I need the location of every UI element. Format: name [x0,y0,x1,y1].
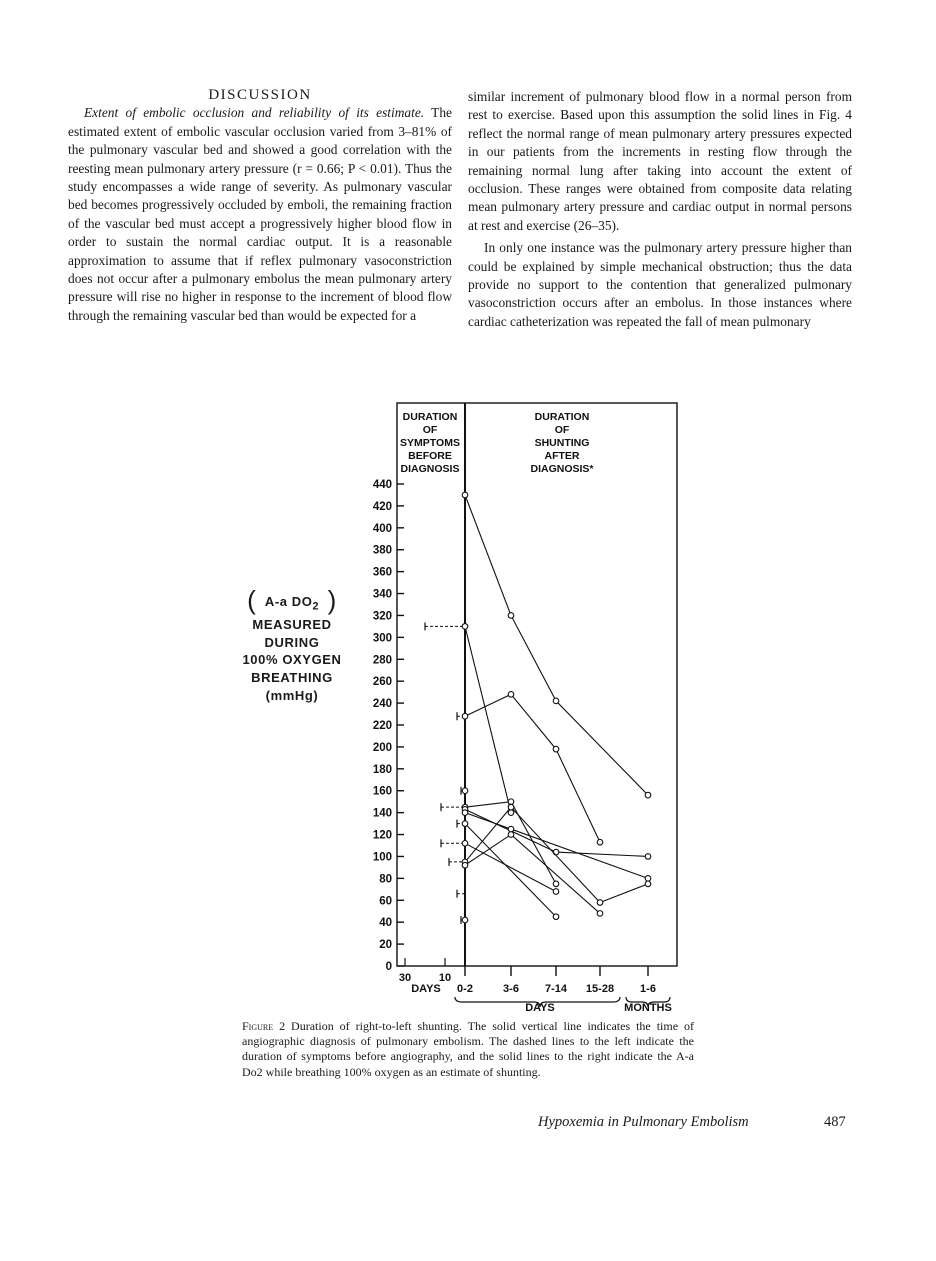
y-tick-label: 380 [372,544,392,557]
y-tick-label: 320 [372,610,392,623]
header-right-line: AFTER [544,450,580,462]
series-line [465,813,648,879]
y-tick-label: 360 [372,566,392,579]
y-axis-label-top: A-a DO [264,594,313,609]
series-line [465,835,600,914]
x-tick-label: 7-14 [544,983,568,995]
y-tick-label: 0 [385,961,392,973]
y-axis-label-subscript: 2 [312,600,320,613]
x-tick-label-left: 30 [398,972,412,984]
column-headers [400,411,594,475]
paragraph-2: In only one instance was the pulmonary artery pressure higher than could be explained by simple mechanical obstruction; thus the data provide no support to the contention that generalized pulmonary vasoconstriction occurs after an embolus. In those instances where cardiac catheterization was repeated the fall of mean pulmonary [468,240,852,329]
y-tick-label: 200 [372,741,392,754]
data-point [462,821,468,827]
data-point [597,839,603,845]
y-axis-label-line-5: (mmHg) [265,687,319,703]
y-tick-label: 300 [372,632,392,645]
data-point [508,810,514,816]
paragraph-1-continued: similar increment of pulmonary blood flow in a normal person from rest to exercise. Based upon this assumption the solid lines in Fig. 4 reflect the normal range of mean pulmonary artery pressures expected in our patients from the increments in resting flow through the remaining normal lung after taking into account the extent of occlusion. These ranges were obtained from composite data relating mean pulmonary artery pressure and cardiac output in normal persons at rest and exercise (26–35). [468,89,852,233]
data-point [462,862,468,868]
data-point [508,613,514,619]
x-label-days: DAYS [525,1002,555,1014]
header-left-line: OF [422,424,438,436]
page-number: 487 [824,1114,846,1130]
data-point [597,911,603,917]
data-point [508,826,514,832]
y-axis-label-line-2: DURING [264,634,320,650]
paragraph-1-body: The estimated extent of embolic vascular occlusion varied from 3–81% of the pulmonary vascular bed and showed a good correlation with the reesting mean pulmonary artery pressure (r = 0.66; P < 0.01). Thus the study encompasses a wide range of severity. As pulmonary vascular bed becomes progressively occluded by emboli, the remaining fraction of the vascular bed must accept a progressively higher blood flow in order to sustain the normal cardiac output. It is a reasonable approximation to assume that if reflex pulmonary vasoconstriction does not occur after a pulmonary embolus the mean pulmonary artery pressure will rise no higher in response to the increment of blood flow through the remaining vascular bed than would be expected for a [68,105,452,323]
figure-caption [242,1019,694,1080]
data-point [553,746,559,752]
x-tick-label-left: 10 [438,972,452,984]
data-point [462,810,468,816]
data-point [645,792,651,798]
figure-label: Figure 2 [242,1019,286,1033]
data-point [553,698,559,704]
data-point [462,713,468,719]
header-left-line: BEFORE [408,450,452,462]
header-right-line: DIAGNOSIS* [530,463,594,475]
data-point [462,624,468,630]
header-left-line: DIAGNOSIS [400,463,460,475]
y-tick-label: 80 [379,873,392,886]
y-tick-label: 440 [372,479,392,491]
y-tick-label: 400 [372,522,392,535]
data-point [462,788,468,794]
data-point [553,914,559,920]
y-axis-label-line-4: BREATHING [251,669,333,685]
y-axis-ticks [373,479,404,973]
x-tick-label: 1-6 [640,983,656,995]
y-tick-label: 100 [372,851,392,864]
data-point [462,841,468,847]
header-right-line: DURATION [534,411,590,423]
data-point [508,832,514,838]
symptom-duration-lines [425,622,465,924]
x-tick-label: 15-28 [585,983,615,995]
section-heading: DISCUSSION [208,87,312,103]
series-line [465,843,556,891]
paragraph-1-title: Extent of embolic occlusion and reliability of its estimate. [84,105,425,121]
y-tick-label: 260 [372,676,392,689]
y-tick-label: 20 [379,939,392,952]
data-point [645,876,651,882]
data-point [508,799,514,805]
data-point [508,692,514,698]
data-point [645,881,651,887]
y-tick-label: 340 [372,588,392,601]
y-tick-label: 40 [379,917,392,930]
y-tick-label: 160 [372,785,392,798]
y-tick-label: 220 [372,720,392,732]
y-tick-label: 180 [372,763,392,776]
x-tick-label: 0-2 [457,983,473,995]
x-label-months: MONTHS [624,1002,672,1014]
header-left-line: DURATION [402,411,458,423]
header-left-line: SYMPTOMS [400,437,460,449]
data-point [462,917,468,923]
running-title: Hypoxemia in Pulmonary Embolism [538,1114,749,1130]
header-right-line: SHUNTING [534,437,590,449]
y-tick-label: 240 [372,698,392,711]
data-point [597,900,603,906]
data-point [462,492,468,498]
shunting-series [462,492,651,923]
series-line [465,626,511,812]
data-point [553,881,559,887]
x-label-days-left: DAYS [411,983,441,995]
header-right-line: OF [554,424,570,436]
x-tick-label: 3-6 [503,983,519,995]
data-point [508,804,514,810]
y-axis-label-line-3: 100% OXYGEN [242,652,342,668]
caption-text: Duration of right-to-left shunting. The solid vertical line indicates the time of angiographic diagnosis of pulmonary embolism. The dashed lines to the left indicate the duration of symptoms before angiography, and the solid lines to the right indicate the A-a Do2 while breathing 100% oxygen as an estimate of shunting. [242,1019,694,1079]
y-tick-label: 120 [372,829,392,842]
y-tick-label: 60 [379,895,392,908]
y-tick-label: 420 [372,500,392,513]
y-tick-label: 140 [372,807,392,820]
y-axis-label: ( A-a $DO_2$ ) MEASURED DURING 100% OXYGEN BREATHING (mmHg) [226,592,358,704]
data-point [553,889,559,895]
data-point [645,854,651,860]
y-axis-label-line-1: MEASURED [252,617,332,633]
y-tick-label: 280 [372,654,392,667]
